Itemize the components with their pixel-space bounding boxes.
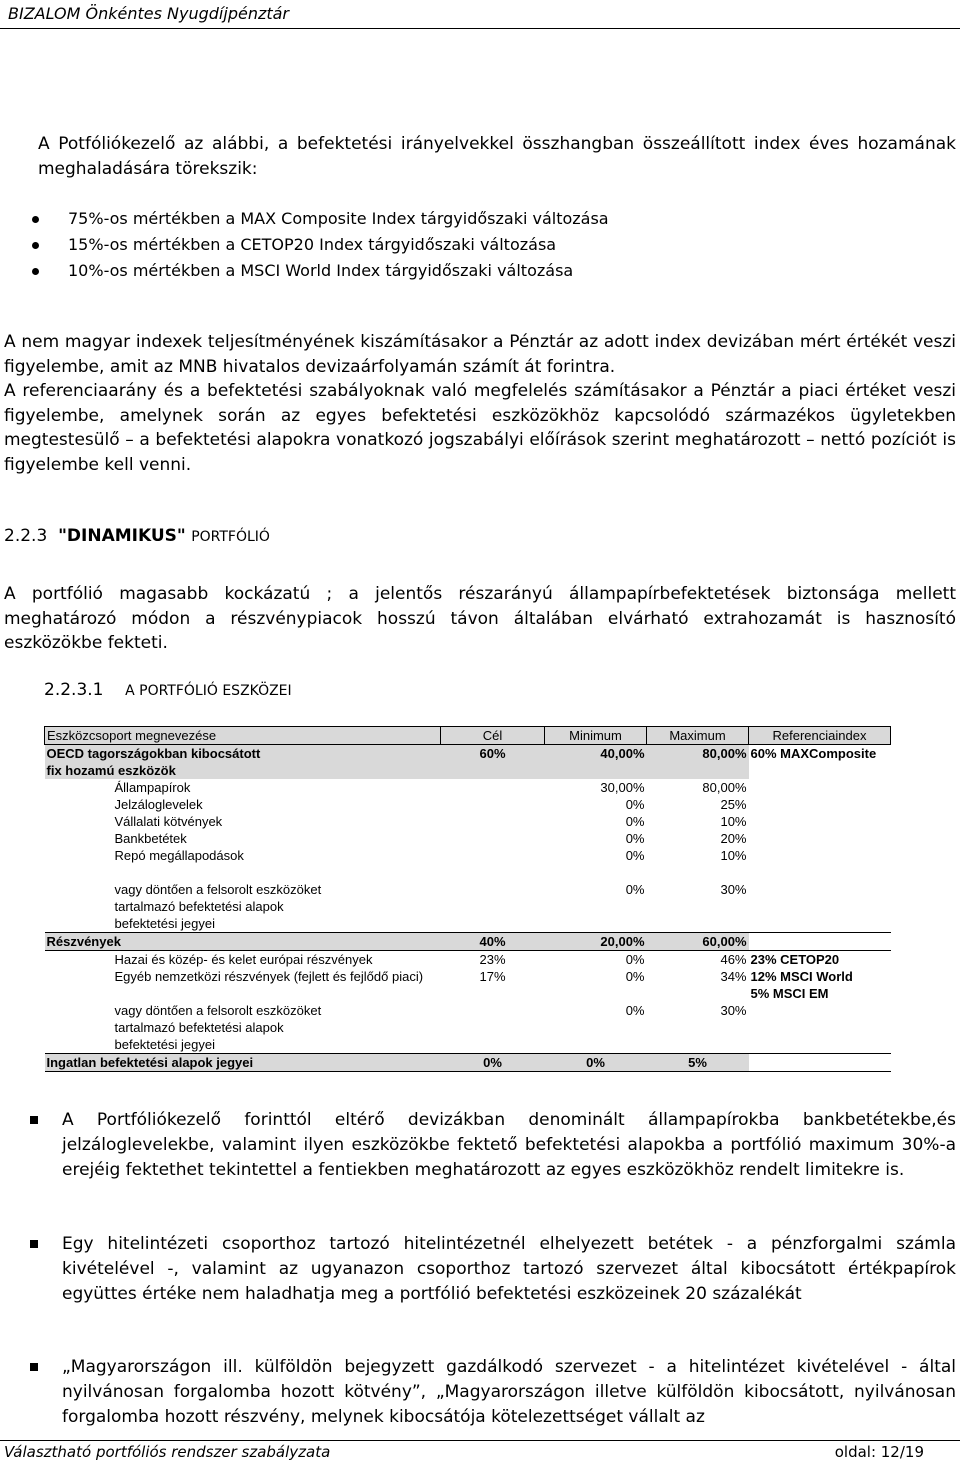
list-item: A Portfóliókezelő forinttól eltérő devizákban denominált állampapírokba bankbetétekbe,és jelzáloglevelekbe, valamint ilyen eszközökbe fektető befektetési alapokba a portfólió maximum 30%-a erejéig fektethet tekintettel a fentiekben meghatározott az egyes eszközökhöz rendelt limitekre is. (26, 1108, 956, 1183)
table-row: Hazai és közép- és kelet európai részvények 23% 0% 46% 23% CETOP20 (114, 952, 840, 967)
table-row: Jelzáloglevelek 0% 25% (114, 797, 747, 812)
column-header: Referenciaindex (749, 727, 891, 745)
table-row: Bankbetétek 0% 20% (114, 831, 747, 846)
footer-rule (0, 1440, 960, 1441)
column-header: Maximum (647, 727, 749, 745)
section-suffix: PORTFÓLIÓ (191, 529, 270, 545)
table-row: Egyéb nemzetközi részvények (fejlett és fejlődő piaci) 17% 0% 34% 12% MSCI World (114, 969, 853, 984)
section-heading (4, 526, 270, 546)
list-item: „Magyarországon ill. külföldön bejegyzett gazdálkodó szervezet - a hitelintézet kivételével - által nyilvánosan forgalomba hozott kötvény”, „Magyarországon illetve külföldön kibocsátott, nyilvánosan forgalomba hozott részvény, melynek kibocsátója kötelezettséget vállalt az (26, 1355, 956, 1427)
list-item: 10%-os mértékben a MSCI World Index tárgyidőszaki változása (30, 258, 609, 284)
column-header: Minimum (545, 727, 647, 745)
table-row: vagy döntően a felsorolt eszközöket 0% 30% (114, 882, 747, 897)
table-row: tartalmazó befektetési alapok (114, 1020, 284, 1035)
table-row: 5% MSCI EM (750, 986, 829, 1001)
table-row: befektetési jegyei (114, 1037, 215, 1052)
table-row: tartalmazó befektetési alapok (114, 899, 284, 914)
table-header-row (45, 727, 891, 745)
bullet-icon (32, 268, 39, 275)
table-row: OECD tagországokban kibocsátott 60% 40,00% 80,00% 60% MAXComposite (45, 745, 891, 763)
portfolio-paragraph: A portfólió magasabb kockázatú ; a jelentős részarányú állampapírbefektetések biztonsága mellett meghatározó módon a részvénypiacok hosszú távon általában elvárható extrahozamát is hasznosító eszközökbe fekteti. (4, 584, 956, 653)
table-row: Állampapírok 30,00% 80,00% (114, 780, 747, 795)
subsection-heading (44, 680, 292, 700)
table-row: Vállalati kötvények 0% 10% (114, 814, 747, 829)
square-bullet-icon (30, 1240, 38, 1248)
asset-table (44, 726, 891, 1072)
foreign-index-paragraph: A nem magyar indexek teljesítményének kiszámításakor a Pénztár az adott index devizában mért értékét veszi figyelembe, amit az MNB hivatalos devizaárfolyamán számít át forintra. (4, 332, 956, 377)
subsection-number: 2.2.3.1 (44, 680, 104, 700)
bullet-icon (32, 216, 39, 223)
section-name: "DINAMIKUS" (58, 526, 186, 546)
bullet-icon (32, 242, 39, 249)
list-item: 75%-os mértékben a MAX Composite Index tárgyidőszaki változása (30, 206, 609, 232)
table-row: fix hozamú eszközök (45, 762, 891, 779)
intro-paragraph: A Potfóliókezelő az alábbi, a befektetési irányelvekkel összhangban összeállított index éves hozamának meghaladására törekszik: (38, 134, 956, 179)
table-row: Részvények 40% 20,00% 60,00% (45, 933, 891, 951)
header-rule (0, 28, 960, 29)
table-row: befektetési jegyei (114, 916, 215, 931)
table-row: Repó megállapodások 0% 10% (114, 848, 747, 863)
reference-paragraph: A referenciaarány és a befektetési szabályoknak való megfelelés számításakor a Pénztár a piaci értéket veszi figyelembe, amelynek során az egyes befektetési eszközökhöz kapcsolódó származékos ügyletekben megtestesülő – a befektetési alapokra vonatkozó jogszabályi előírások szerint meghatározott – nettó pozíciót is figyelembe kell venni. (4, 381, 956, 475)
table-row: Ingatlan befektetési alapok jegyei 0% 0% 5% (45, 1054, 891, 1072)
square-bullet-icon (30, 1363, 38, 1371)
list-item: Egy hitelintézeti csoporthoz tartozó hitelintézetnél elhelyezett betétek - a pénzforgalmi számla kivételével -, valamint az ugyanazon csoporthoz tartozó szervezet által kibocsátott értékpapírok együttes értéke nem haladhatja meg a portfólió befektetési eszközeinek 20 százalékát (26, 1232, 956, 1307)
list-item: 15%-os mértékben a CETOP20 Index tárgyidőszaki változása (30, 232, 609, 258)
subsection-title: A PORTFÓLIÓ ESZKÖZEI (125, 683, 292, 699)
page-number: oldal: 12/19 (834, 1443, 924, 1461)
section-number: 2.2.3 (4, 526, 48, 546)
footer-title: Választható portfóliós rendszer szabályzata (4, 1443, 331, 1461)
square-bullet-icon (30, 1116, 38, 1124)
column-header: Cél (441, 727, 545, 745)
index-bullet-list (30, 206, 609, 284)
table-row: vagy döntően a felsorolt eszközöket 0% 30% (114, 1003, 747, 1018)
column-header: Eszközcsoport megnevezése (45, 727, 441, 745)
document-header: BIZALOM Önkéntes Nyugdíjpénztár (8, 4, 290, 23)
